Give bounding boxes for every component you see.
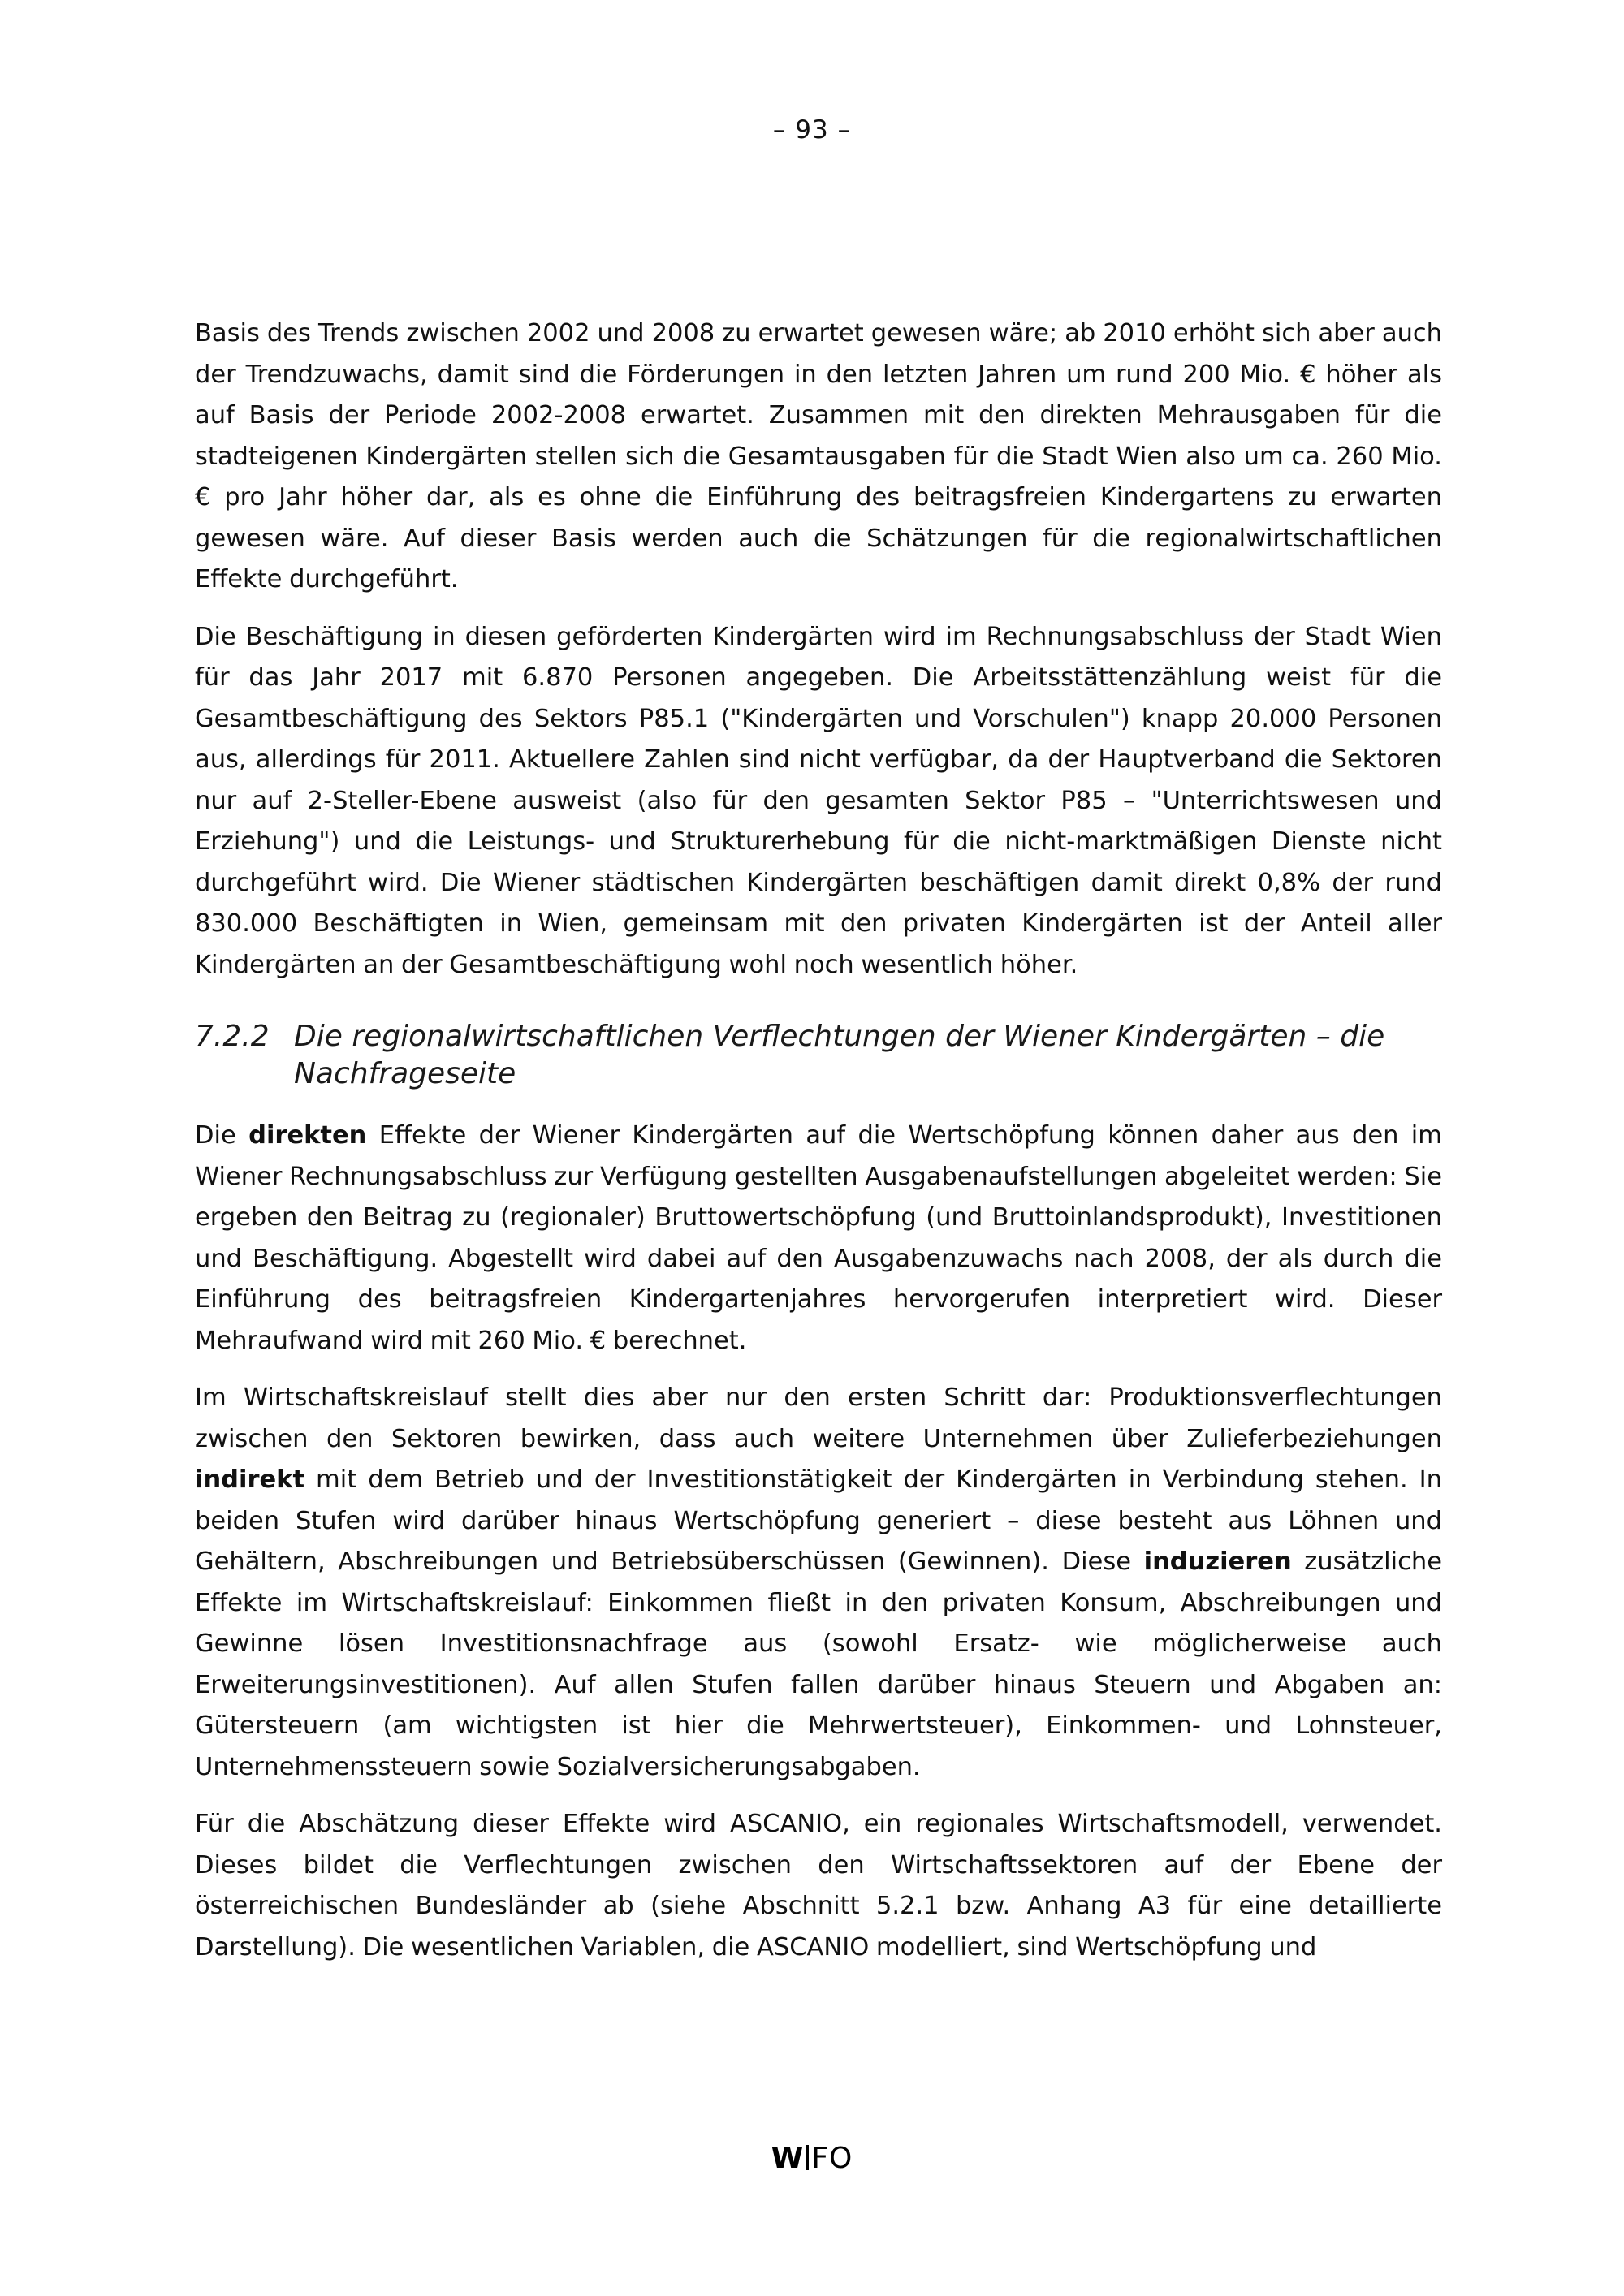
wifo-logo [0, 2142, 1624, 2175]
text-run: Im Wirtschaftskreislauf stellt dies aber nur den ersten Schritt dar: Produktionsverflechtungen zwischen den Sektoren bewirken, dass auch weitere Unternehmen über Zulieferbeziehungen [195, 1383, 1442, 1453]
text-run: zusätzliche Effekte im Wirtschaftskreislauf: Einkommen fließt in den privaten Konsum, Abschreibungen und Gewinne lösen Investitionsnachfrage aus (sowohl Ersatz- wie möglicherweise auch Erweiterungsinvestitionen). Auf allen Stufen fallen darüber hinaus Steuern und Abgaben an: Gütersteuern (am wichtigsten ist hier die Mehrwertsteuer), Einkommen- und Lohnsteuer, Unternehmenssteuern sowie Sozialversicherungsabgaben. [195, 1547, 1442, 1781]
page-body [195, 313, 1442, 1984]
logo-bar-icon [806, 2145, 809, 2170]
text-run: Die [195, 1121, 249, 1150]
section-title: Die regionalwirtschaftlichen Verflechtungen der Wiener Kindergärten – die Nachfrageseite [294, 1020, 1385, 1090]
page-number: – 93 – [772, 115, 852, 145]
text-run: Effekte der Wiener Kindergärten auf die Wertschöpfung können daher aus den im Wiener Rechnungsabschluss zur Verfügung gestellten Ausgabenaufstellungen abgeleitet werden: Sie ergeben den Beitrag zu (regionaler) Bruttowertschöpfung (und Bruttoinlandsprodukt), Investitionen und Beschäftigung. Abgestellt wird dabei auf den Ausgabenzuwachs nach 2008, der als durch die Einführung des beitragsfreien Kindergartenjahres hervorgerufen interpretiert wird. Dieser Mehraufwand wird mit 260 Mio. € berechnet. [195, 1121, 1442, 1355]
section-number: 7.2.2 [195, 1020, 270, 1053]
logo-letter-w: W [771, 2142, 805, 2175]
body-paragraph-1: Basis des Trends zwischen 2002 und 2008 zu erwartet gewesen wäre; ab 2010 erhöht sich aber auch der Trendzuwachs, damit sind die Förderungen in den letzten Jahren um rund 200 Mio. € höher als auf Basis der Periode 2002-2008 erwartet. Zusammen mit den direkten Mehrausgaben für die stadteigenen Kindergärten stellen sich die Gesamtausgaben für die Stadt Wien also um ca. 260 Mio. € pro Jahr höher dar, als es ohne die Einführung des beitragsfreien Kindergartens zu erwarten gewesen wäre. Auf dieser Basis werden auch die Schätzungen für die regionalwirtschaftlichen Effekte durchgeführt. [195, 319, 1442, 593]
bold-term-direkten: direkten [248, 1121, 367, 1150]
logo-letter-f: F [811, 2142, 830, 2175]
body-paragraph-2: Die Beschäftigung in diesen geförderten Kindergärten wird im Rechnungsabschluss der Stadt Wien für das Jahr 2017 mit 6.870 Personen angegeben. Die Arbeitsstättenzählung weist für die Gesamtbeschäftigung des Sektors P85.1 ("Kindergärten und Vorschulen") knapp 20.000 Personen aus, allerdings für 2011. Aktuellere Zahlen sind nicht verfügbar, da der Hauptverband die Sektoren nur auf 2-Steller-Ebene ausweist (also für den gesamten Sektor P85 – "Unterrichtswesen und Erziehung") und die Leistungs- und Strukturerhebung für die nicht-marktmäßigen Dienste nicht durchgeführt wird. Die Wiener städtischen Kindergärten beschäftigen damit direkt 0,8% der rund 830.000 Beschäftigten in Wien, gemeinsam mit den privaten Kindergärten ist der Anteil aller Kindergärten an der Gesamtbeschäftigung wohl noch wesentlich höher. [195, 622, 1442, 979]
section-heading [195, 1018, 1442, 1093]
text-run: mit dem Betrieb und der Investitionstätigkeit der Kindergärten in Verbindung stehen. In beiden Stufen wird darüber hinaus Wertschöpfung generiert – diese besteht aus Löhnen und Gehältern, Abschreibungen und Betriebsüberschüssen (Gewinnen). Diese [195, 1465, 1442, 1576]
bold-term-induzieren: induzieren [1143, 1547, 1292, 1576]
logo-letter-o: O [829, 2142, 853, 2175]
section-paragraph-1 [195, 1116, 1442, 1362]
bold-term-indirekt: indirekt [195, 1465, 305, 1494]
section-paragraph-3: Für die Abschätzung dieser Effekte wird ASCANIO, ein regionales Wirtschaftsmodell, verwendet. Dieses bildet die Verflechtungen zwischen den Wirtschaftssektoren auf der Ebene der österreichischen Bundesländer ab (siehe Abschnitt 5.2.1 bzw. Anhang A3 für eine detaillierte Darstellung). Die wesentlichen Variablen, die ASCANIO modelliert, sind Wertschöpfung und [195, 1810, 1442, 1962]
section-paragraph-2 [195, 1378, 1442, 1788]
